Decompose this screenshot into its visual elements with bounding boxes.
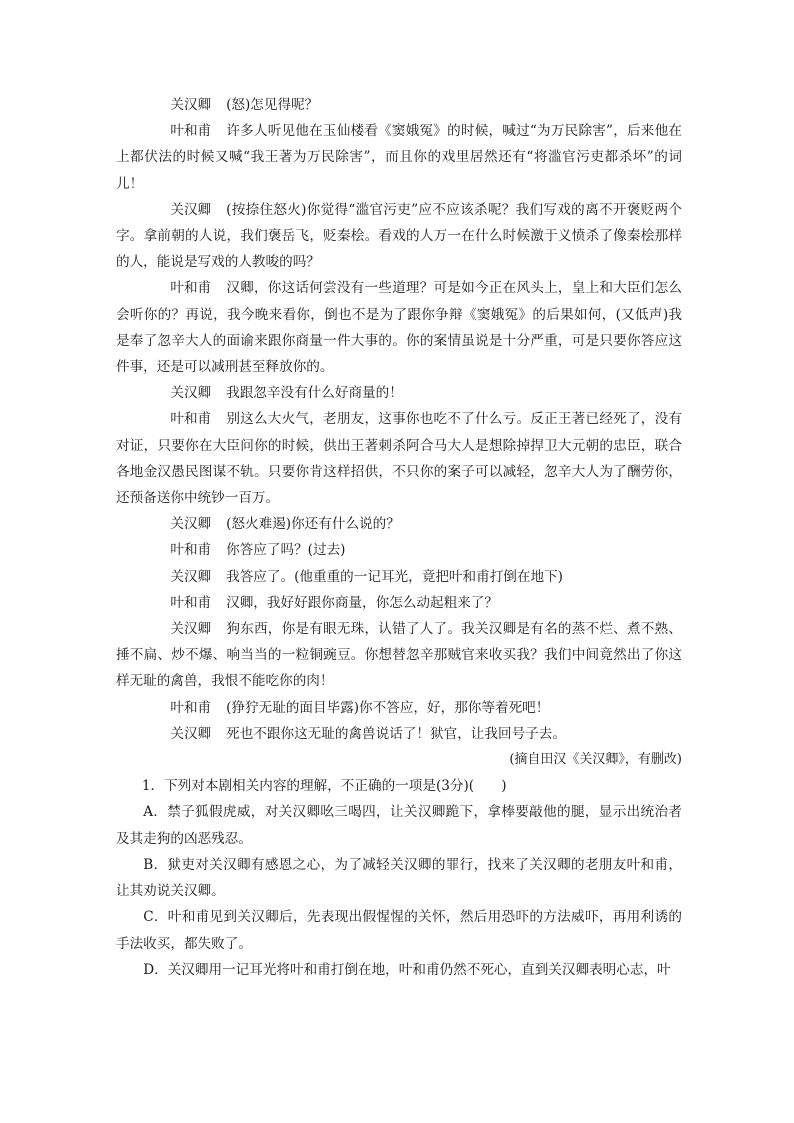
- speaker-name: 关汉卿: [170, 621, 212, 638]
- line-text: 汉卿，我好好跟你商量，你怎么动起粗来了？: [226, 594, 498, 611]
- option-d: D．关汉卿用一记耳光将叶和甫打倒在地，叶和甫仍然不死心，直到关汉卿表明心志，叶: [143, 961, 671, 978]
- dialogue-line: [116, 380, 682, 406]
- line-text: (按捺住怒火)你觉得“滥官污吏”应不应该杀呢？我们写戏的离不开褒贬两个字。拿前朝的人说，我们褒岳飞，贬秦桧。看戏的人万一在什么时候激于义愤杀了像秦桧那样的人，能说是写戏的人教唆的吗？: [116, 201, 682, 271]
- dialogue-line: [116, 616, 682, 695]
- speaker-name: 关汉卿: [170, 385, 212, 402]
- dialogue-line: [116, 511, 682, 537]
- dialogue-line: [116, 118, 682, 197]
- speaker-name: 关汉卿: [170, 516, 212, 533]
- speaker-name: 叶和甫: [170, 699, 212, 716]
- speaker-name: 叶和甫: [170, 594, 212, 611]
- line-text: 我答应了。(他重重的一记耳光，竟把叶和甫打倒在地下): [226, 568, 563, 585]
- dialogue-line: [116, 564, 682, 590]
- option-a: A．禁子狐假虎威，对关汉卿吆三喝四，让关汉卿跪下，拿棒要敲他的腿，显示出统治者及其走狗的凶恶残忍。: [116, 804, 682, 847]
- dialogue-line: [116, 537, 682, 563]
- speaker-name: 叶和甫: [170, 123, 212, 140]
- line-text: 别这么大火气，老朋友，这事你也吃不了什么亏。反正王著已经死了，没有对证，只要你在大臣问你的时候，供出王著刺杀阿合马大人是想除掉捍卫大元朝的忠臣，联合各地金汉愚民图谋不轨。只要你肯这样招供，不只你的案子可以减轻，忽辛大人为了酬劳你，还预备送你中统钞一百万。: [116, 411, 682, 507]
- line-text: (怒火难遏)你还有什么说的？: [226, 516, 400, 533]
- speaker-name: 叶和甫: [170, 542, 212, 559]
- dialogue-line: [116, 590, 682, 616]
- dialogue-line: [116, 92, 682, 118]
- speaker-name: 叶和甫: [170, 280, 212, 297]
- dialogue-line: [116, 406, 682, 511]
- line-text: 汉卿，你这话何尝没有一些道理？可是如今正在风头上，皇上和大臣们怎么会听你的？再说，我今晚来看你，倒也不是为了跟你争辩《窦娥冤》的后果如何，(又低声)我是奉了忽辛大人的面谕来跟你商量一件大事的。你的案情虽说是十分严重，可是只要你答应这件事，还是可以减刑甚至释放你的。: [116, 280, 682, 376]
- speaker-name: 叶和甫: [170, 411, 212, 428]
- dialogue-line: [116, 695, 682, 721]
- dialogue-line: [116, 721, 682, 747]
- speaker-name: 关汉卿: [170, 568, 212, 585]
- line-text: 你答应了吗？(过去): [226, 542, 346, 559]
- source-citation: (摘自田汉《关汉卿》，有删改): [509, 752, 682, 768]
- speaker-name: 关汉卿: [170, 725, 212, 742]
- dialogue-line: [116, 275, 682, 380]
- line-text: 我跟忽辛没有什么好商量的！: [226, 385, 403, 402]
- option-b: B．狱吏对关汉卿有感恩之心，为了减轻关汉卿的罪行，找来了关汉卿的老朋友叶和甫，让其劝说关汉卿。: [116, 856, 682, 900]
- line-text: 狗东西，你是有眼无珠，认错了人了。我关汉卿是有名的蒸不烂、煮不熟、捶不扁、炒不爆、响当当的一粒铜豌豆。你想替忽辛那贼官来收买我？我们中间竟然出了你这样无耻的禽兽，我恨不能吃你的肉！: [116, 621, 682, 690]
- line-text: 死也不跟你这无耻的禽兽说话了！狱官，让我回号子去。: [226, 725, 566, 742]
- play-excerpt: [116, 92, 682, 983]
- option-c: C．叶和甫见到关汉卿后，先表现出假惺惺的关怀，然后用恐吓的方法威吓，再用利诱的手法收买，都失败了。: [116, 909, 682, 952]
- line-text: (狰狞无耻的面目毕露)你不答应，好，那你等着死吧！: [226, 699, 550, 716]
- line-text: (怒)怎见得呢？: [226, 97, 319, 113]
- line-text: 许多人听见他在玉仙楼看《窦娥冤》的时候，喊过“为万民除害”，后来他在上都伏法的时候又喊“我王著为万民除害”，而且你的戏里居然还有“将滥官污吏都杀坏”的词儿！: [116, 123, 682, 192]
- speaker-name: 关汉卿: [170, 201, 212, 218]
- question-stem: 1．下列对本剧相关内容的理解，不正确的一项是(3分)( ): [141, 778, 507, 795]
- dialogue-line: [116, 197, 682, 276]
- speaker-name: 关汉卿: [170, 97, 212, 113]
